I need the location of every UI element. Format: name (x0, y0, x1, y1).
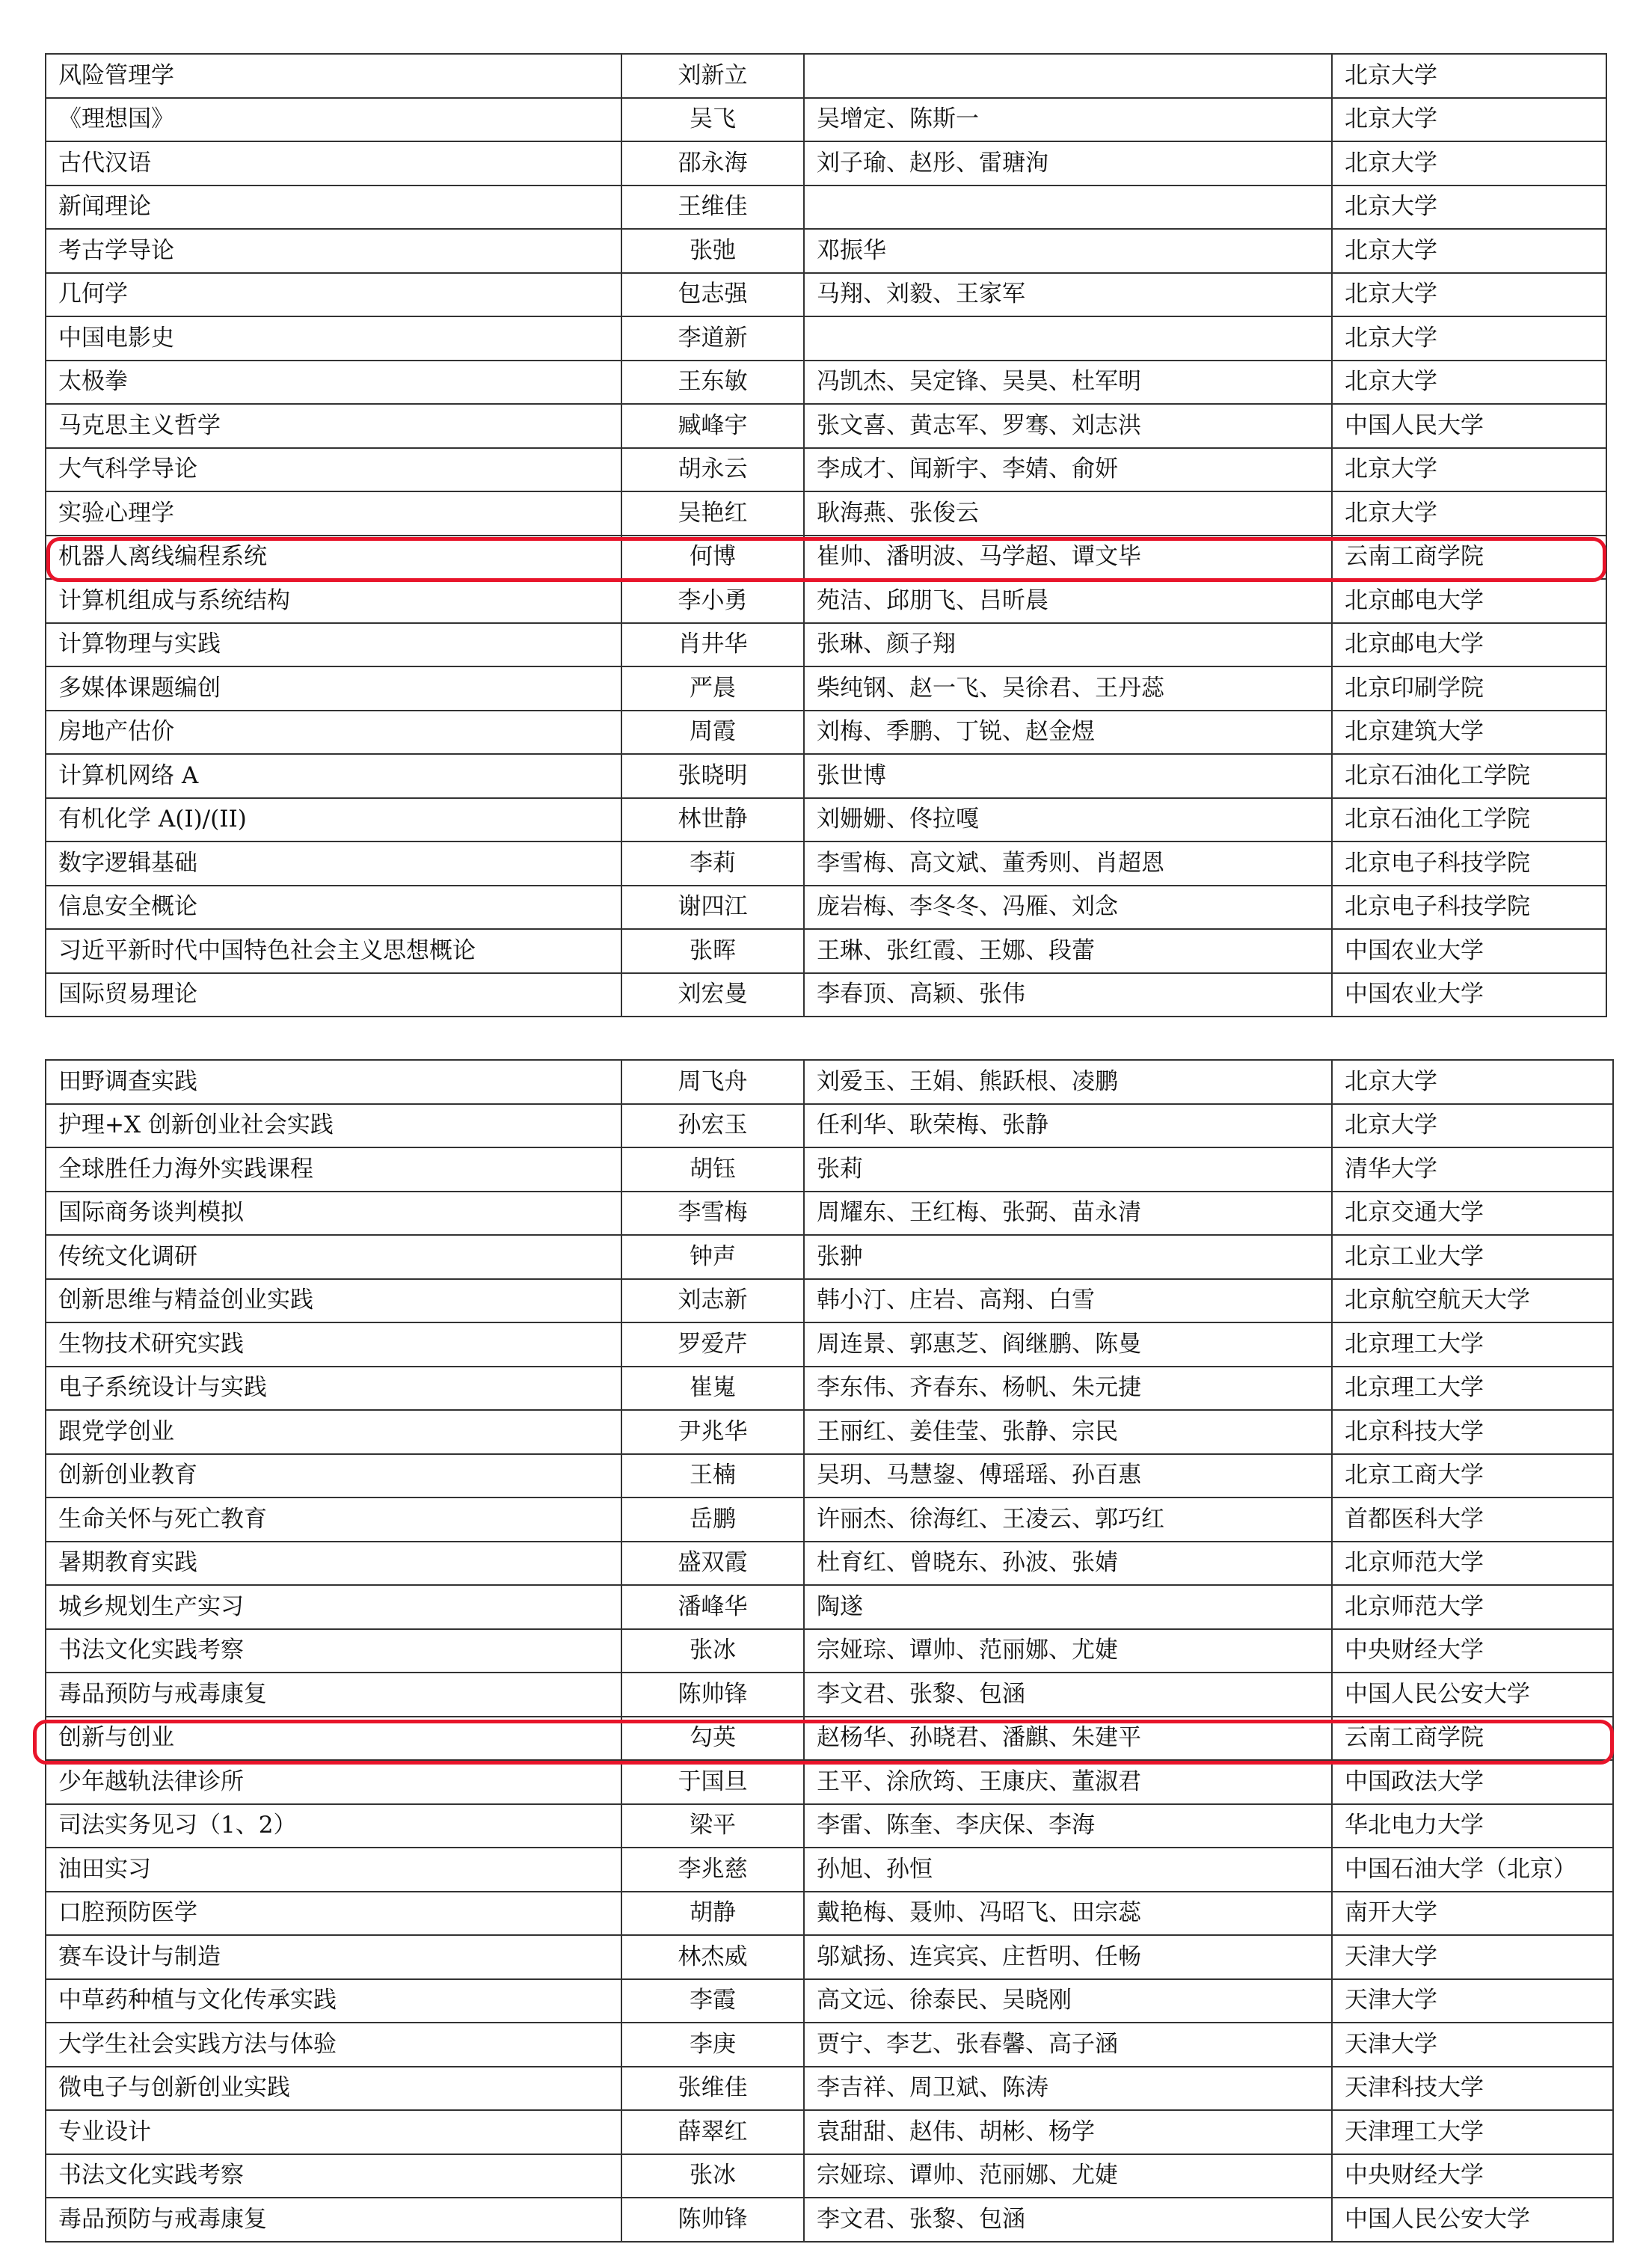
school-cell: 北京师范大学 (1332, 1585, 1613, 1629)
school-cell: 北京科技大学 (1332, 1410, 1613, 1454)
leader-cell: 张维佳 (621, 2067, 804, 2111)
table-row (46, 1104, 1613, 1148)
team-members-cell: 戴艳梅、聂帅、冯昭飞、田宗蕊 (804, 1892, 1332, 1936)
school-cell: 北京大学 (1332, 229, 1606, 273)
course-name-cell: 计算机组成与系统结构 (46, 579, 621, 623)
table-row (46, 666, 1606, 711)
course-name-cell: 大学生社会实践方法与体验 (46, 2023, 621, 2067)
leader-cell: 李兆慈 (621, 1848, 804, 1892)
school-cell: 清华大学 (1332, 1147, 1613, 1192)
school-cell: 北京航空航天大学 (1332, 1279, 1613, 1323)
course-name-cell: 口腔预防医学 (46, 1892, 621, 1936)
leader-cell: 李霞 (621, 1979, 804, 2023)
leader-cell: 薛翠红 (621, 2110, 804, 2154)
team-members-cell: 张文喜、黄志军、罗骞、刘志洪 (804, 404, 1332, 448)
table-row (46, 886, 1606, 930)
team-members-cell: 刘姗姗、佟拉嘎 (804, 798, 1332, 842)
school-cell: 北京大学 (1332, 316, 1606, 361)
table-row (46, 2067, 1613, 2111)
leader-cell: 谢四江 (621, 886, 804, 930)
course-name-cell: 大气科学导论 (46, 448, 621, 492)
school-cell: 北京大学 (1332, 186, 1606, 230)
school-cell: 北京大学 (1332, 98, 1606, 142)
school-cell: 北京电子科技学院 (1332, 842, 1606, 886)
leader-cell: 胡永云 (621, 448, 804, 492)
course-name-cell: 中草药种植与文化传承实践 (46, 1979, 621, 2023)
leader-cell: 吴飞 (621, 98, 804, 142)
course-name-cell: 新闻理论 (46, 186, 621, 230)
table-row (46, 1322, 1613, 1367)
course-name-cell: 创新创业教育 (46, 1454, 621, 1498)
school-cell: 北京理工大学 (1332, 1322, 1613, 1367)
team-members-cell: 刘子瑜、赵彤、雷瑭洵 (804, 141, 1332, 186)
leader-cell: 王楠 (621, 1454, 804, 1498)
team-members-cell: 柴纯钢、赵一飞、吴徐君、王丹蕊 (804, 666, 1332, 711)
leader-cell: 罗爱芹 (621, 1322, 804, 1367)
table-row (46, 448, 1606, 492)
table-row (46, 754, 1606, 798)
leader-cell: 张弛 (621, 229, 804, 273)
course-name-cell: 创新思维与精益创业实践 (46, 1279, 621, 1323)
table-row (46, 1235, 1613, 1279)
leader-cell: 尹兆华 (621, 1410, 804, 1454)
team-members-cell: 李成才、闻新宇、李婧、俞妍 (804, 448, 1332, 492)
school-cell: 中国农业大学 (1332, 929, 1606, 973)
school-cell: 天津大学 (1332, 1979, 1613, 2023)
course-name-cell: 古代汉语 (46, 141, 621, 186)
leader-cell: 刘志新 (621, 1279, 804, 1323)
school-cell: 天津大学 (1332, 2023, 1613, 2067)
leader-cell: 盛双霞 (621, 1542, 804, 1586)
school-cell: 中国人民公安大学 (1332, 2198, 1613, 2242)
course-name-cell: 数字逻辑基础 (46, 842, 621, 886)
table-row (46, 1629, 1613, 1673)
school-cell: 北京交通大学 (1332, 1192, 1613, 1236)
team-members-cell: 张世博 (804, 754, 1332, 798)
team-members-cell: 李雷、陈奎、李庆保、李海 (804, 1804, 1332, 1848)
course-name-cell: 司法实务见习（1、2） (46, 1804, 621, 1848)
team-members-cell: 宗娅琮、谭帅、范丽娜、尤婕 (804, 2154, 1332, 2198)
leader-cell: 邵永海 (621, 141, 804, 186)
course-name-cell: 国际商务谈判模拟 (46, 1192, 621, 1236)
table-row (46, 623, 1606, 667)
school-cell: 北京电子科技学院 (1332, 886, 1606, 930)
table-row (46, 798, 1606, 842)
table-row (46, 1892, 1613, 1936)
leader-cell: 李莉 (621, 842, 804, 886)
leader-cell: 张晓明 (621, 754, 804, 798)
school-cell: 云南工商学院 (1332, 536, 1606, 580)
course-table-1 (45, 53, 1607, 1017)
school-cell: 北京大学 (1332, 361, 1606, 405)
leader-cell: 臧峰宇 (621, 404, 804, 448)
course-name-cell: 创新与创业 (46, 1717, 621, 1761)
school-cell: 北京大学 (1332, 448, 1606, 492)
table-row (46, 1454, 1613, 1498)
team-members-cell: 袁甜甜、赵伟、胡彬、杨学 (804, 2110, 1332, 2154)
course-name-cell: 几何学 (46, 273, 621, 317)
school-cell: 首都医科大学 (1332, 1498, 1613, 1542)
leader-cell: 吴艳红 (621, 491, 804, 536)
course-name-cell: 毒品预防与戒毒康复 (46, 2198, 621, 2242)
team-members-cell: 李文君、张黎、包涵 (804, 1673, 1332, 1717)
table-row (46, 491, 1606, 536)
table-row (46, 1585, 1613, 1629)
course-name-cell: 有机化学 A(I)/(II) (46, 798, 621, 842)
table-row (46, 316, 1606, 361)
team-members-cell (804, 186, 1332, 230)
school-cell: 中国政法大学 (1332, 1760, 1613, 1804)
team-members-cell: 许丽杰、徐海红、王凌云、郭巧红 (804, 1498, 1332, 1542)
table-row (46, 2110, 1613, 2154)
school-cell: 北京石油化工学院 (1332, 754, 1606, 798)
table-row (46, 973, 1606, 1017)
table-row (46, 536, 1606, 580)
school-cell: 北京印刷学院 (1332, 666, 1606, 711)
team-members-cell: 张莉 (804, 1147, 1332, 1192)
team-members-cell: 赵杨华、孙晓君、潘麒、朱建平 (804, 1717, 1332, 1761)
leader-cell: 潘峰华 (621, 1585, 804, 1629)
school-cell: 北京大学 (1332, 273, 1606, 317)
team-members-cell: 李文君、张黎、包涵 (804, 2198, 1332, 2242)
team-members-cell: 刘爱玉、王娟、熊跃根、凌鹏 (804, 1060, 1332, 1104)
course-name-cell: 计算物理与实践 (46, 623, 621, 667)
team-members-cell: 宗娅琮、谭帅、范丽娜、尤婕 (804, 1629, 1332, 1673)
leader-cell: 肖井华 (621, 623, 804, 667)
table-row (46, 579, 1606, 623)
school-cell: 北京工业大学 (1332, 1235, 1613, 1279)
table-row (46, 1147, 1613, 1192)
team-members-cell: 任利华、耿荣梅、张静 (804, 1104, 1332, 1148)
course-name-cell: 毒品预防与戒毒康复 (46, 1673, 621, 1717)
table-row (46, 1192, 1613, 1236)
leader-cell: 梁平 (621, 1804, 804, 1848)
table-row (46, 2023, 1613, 2067)
team-members-cell: 庞岩梅、李冬冬、冯雁、刘念 (804, 886, 1332, 930)
course-name-cell: 传统文化调研 (46, 1235, 621, 1279)
leader-cell: 张冰 (621, 2154, 804, 2198)
team-members-cell: 马翔、刘毅、王家军 (804, 273, 1332, 317)
team-members-cell: 杜育红、曾晓东、孙波、张婧 (804, 1542, 1332, 1586)
course-name-cell: 生物技术研究实践 (46, 1322, 621, 1367)
team-members-cell: 王平、涂欣筠、王康庆、董淑君 (804, 1760, 1332, 1804)
leader-cell: 林世静 (621, 798, 804, 842)
school-cell: 北京师范大学 (1332, 1542, 1613, 1586)
team-members-cell: 陶遂 (804, 1585, 1332, 1629)
course-name-cell: 微电子与创新创业实践 (46, 2067, 621, 2111)
course-name-cell: 多媒体课题编创 (46, 666, 621, 711)
table-row (46, 842, 1606, 886)
team-members-cell: 王琳、张红霞、王娜、段蕾 (804, 929, 1332, 973)
school-cell: 中央财经大学 (1332, 2154, 1613, 2198)
course-name-cell: 城乡规划生产实习 (46, 1585, 621, 1629)
table-row (46, 1673, 1613, 1717)
leader-cell: 王东敏 (621, 361, 804, 405)
team-members-cell: 张琳、颜子翔 (804, 623, 1332, 667)
table-row (46, 1498, 1613, 1542)
leader-cell: 胡钰 (621, 1147, 804, 1192)
school-cell: 天津理工大学 (1332, 2110, 1613, 2154)
table-row (46, 2154, 1613, 2198)
course-name-cell: 生命关怀与死亡教育 (46, 1498, 621, 1542)
team-members-cell: 李雪梅、高文斌、董秀则、肖超恩 (804, 842, 1332, 886)
course-name-cell: 赛车设计与制造 (46, 1935, 621, 1979)
school-cell: 北京大学 (1332, 54, 1606, 98)
team-members-cell: 李春顶、高颖、张伟 (804, 973, 1332, 1017)
course-name-cell: 实验心理学 (46, 491, 621, 536)
leader-cell: 刘新立 (621, 54, 804, 98)
school-cell: 天津科技大学 (1332, 2067, 1613, 2111)
leader-cell: 崔嵬 (621, 1367, 804, 1411)
team-members-cell: 贾宁、李艺、张春馨、高子涵 (804, 2023, 1332, 2067)
course-name-cell: 田野调查实践 (46, 1060, 621, 1104)
table-row (46, 1717, 1613, 1761)
school-cell: 北京大学 (1332, 1060, 1613, 1104)
table-row (46, 1367, 1613, 1411)
leader-cell: 张冰 (621, 1629, 804, 1673)
table-row (46, 1542, 1613, 1586)
leader-cell: 严晨 (621, 666, 804, 711)
leader-cell: 周飞舟 (621, 1060, 804, 1104)
school-cell: 北京大学 (1332, 1104, 1613, 1148)
table-row (46, 54, 1606, 98)
course-name-cell: 跟党学创业 (46, 1410, 621, 1454)
team-members-cell: 韩小汀、庄岩、高翔、白雪 (804, 1279, 1332, 1323)
school-cell: 北京石油化工学院 (1332, 798, 1606, 842)
team-members-cell: 周连景、郭惠芝、阎继鹏、陈曼 (804, 1322, 1332, 1367)
table-row (46, 1848, 1613, 1892)
school-cell: 北京邮电大学 (1332, 579, 1606, 623)
team-members-cell (804, 316, 1332, 361)
table-row (46, 1979, 1613, 2023)
team-members-cell: 苑洁、邱朋飞、吕昕晨 (804, 579, 1332, 623)
team-members-cell: 吴玥、马慧鋆、傅瑶瑶、孙百惠 (804, 1454, 1332, 1498)
course-name-cell: 少年越轨法律诊所 (46, 1760, 621, 1804)
table-row (46, 141, 1606, 186)
school-cell: 中国人民公安大学 (1332, 1673, 1613, 1717)
table-row (46, 929, 1606, 973)
table-row (46, 1279, 1613, 1323)
leader-cell: 张晖 (621, 929, 804, 973)
table-row (46, 229, 1606, 273)
leader-cell: 钟声 (621, 1235, 804, 1279)
course-name-cell: 机器人离线编程系统 (46, 536, 621, 580)
team-members-cell: 邓振华 (804, 229, 1332, 273)
leader-cell: 胡静 (621, 1892, 804, 1936)
team-members-cell: 耿海燕、张俊云 (804, 491, 1332, 536)
table-row (46, 98, 1606, 142)
school-cell: 中国人民大学 (1332, 404, 1606, 448)
leader-cell: 王维佳 (621, 186, 804, 230)
table-row (46, 2198, 1613, 2242)
leader-cell: 勾英 (621, 1717, 804, 1761)
table-row (46, 361, 1606, 405)
table-row (46, 1060, 1613, 1104)
table-row (46, 404, 1606, 448)
school-cell: 北京建筑大学 (1332, 711, 1606, 755)
course-name-cell: 护理+X 创新创业社会实践 (46, 1104, 621, 1148)
team-members-cell: 冯凯杰、吴定锋、吴昊、杜军明 (804, 361, 1332, 405)
course-name-cell: 风险管理学 (46, 54, 621, 98)
school-cell: 中国农业大学 (1332, 973, 1606, 1017)
team-members-cell: 王丽红、姜佳莹、张静、宗民 (804, 1410, 1332, 1454)
table-row (46, 1804, 1613, 1848)
course-name-cell: 油田实习 (46, 1848, 621, 1892)
school-cell: 华北电力大学 (1332, 1804, 1613, 1848)
school-cell: 南开大学 (1332, 1892, 1613, 1936)
course-name-cell: 信息安全概论 (46, 886, 621, 930)
leader-cell: 岳鹏 (621, 1498, 804, 1542)
table-row (46, 273, 1606, 317)
course-name-cell: 习近平新时代中国特色社会主义思想概论 (46, 929, 621, 973)
course-name-cell: 书法文化实践考察 (46, 1629, 621, 1673)
table-row (46, 1935, 1613, 1979)
course-name-cell: 书法文化实践考察 (46, 2154, 621, 2198)
school-cell: 天津大学 (1332, 1935, 1613, 1979)
course-name-cell: 《理想国》 (46, 98, 621, 142)
leader-cell: 李庚 (621, 2023, 804, 2067)
school-cell: 北京大学 (1332, 141, 1606, 186)
course-name-cell: 考古学导论 (46, 229, 621, 273)
leader-cell: 李雪梅 (621, 1192, 804, 1236)
school-cell: 北京邮电大学 (1332, 623, 1606, 667)
course-table-2-body (46, 1060, 1613, 2242)
school-cell: 中央财经大学 (1332, 1629, 1613, 1673)
team-members-cell: 邬斌扬、连宾宾、庄哲明、任畅 (804, 1935, 1332, 1979)
school-cell: 北京理工大学 (1332, 1367, 1613, 1411)
leader-cell: 陈帅锋 (621, 1673, 804, 1717)
team-members-cell: 李东伟、齐春东、杨帆、朱元捷 (804, 1367, 1332, 1411)
school-cell: 云南工商学院 (1332, 1717, 1613, 1761)
team-members-cell: 周耀东、王红梅、张弼、苗永清 (804, 1192, 1332, 1236)
leader-cell: 李道新 (621, 316, 804, 361)
course-name-cell: 全球胜任力海外实践课程 (46, 1147, 621, 1192)
team-members-cell: 吴增定、陈斯一 (804, 98, 1332, 142)
course-table-1-body (46, 54, 1606, 1017)
leader-cell: 何博 (621, 536, 804, 580)
leader-cell: 于国旦 (621, 1760, 804, 1804)
school-cell: 北京大学 (1332, 491, 1606, 536)
team-members-cell: 崔帅、潘明波、马学超、谭文毕 (804, 536, 1332, 580)
team-members-cell: 李吉祥、周卫斌、陈涛 (804, 2067, 1332, 2111)
leader-cell: 刘宏曼 (621, 973, 804, 1017)
table-row (46, 1410, 1613, 1454)
team-members-cell: 刘梅、季鹏、丁锐、赵金煜 (804, 711, 1332, 755)
leader-cell: 孙宏玉 (621, 1104, 804, 1148)
table-row (46, 1760, 1613, 1804)
team-members-cell: 张翀 (804, 1235, 1332, 1279)
table-row (46, 711, 1606, 755)
leader-cell: 林杰威 (621, 1935, 804, 1979)
team-members-cell: 高文远、徐泰民、吴晓刚 (804, 1979, 1332, 2023)
school-cell: 中国石油大学（北京） (1332, 1848, 1613, 1892)
team-members-cell: 孙旭、孙恒 (804, 1848, 1332, 1892)
team-members-cell (804, 54, 1332, 98)
course-name-cell: 专业设计 (46, 2110, 621, 2154)
course-name-cell: 国际贸易理论 (46, 973, 621, 1017)
course-name-cell: 计算机网络 A (46, 754, 621, 798)
course-name-cell: 暑期教育实践 (46, 1542, 621, 1586)
leader-cell: 陈帅锋 (621, 2198, 804, 2242)
course-name-cell: 马克思主义哲学 (46, 404, 621, 448)
table-row (46, 186, 1606, 230)
leader-cell: 包志强 (621, 273, 804, 317)
course-name-cell: 太极拳 (46, 361, 621, 405)
course-name-cell: 电子系统设计与实践 (46, 1367, 621, 1411)
leader-cell: 李小勇 (621, 579, 804, 623)
leader-cell: 周霞 (621, 711, 804, 755)
course-name-cell: 房地产估价 (46, 711, 621, 755)
course-table-2 (45, 1059, 1614, 2243)
course-name-cell: 中国电影史 (46, 316, 621, 361)
school-cell: 北京工商大学 (1332, 1454, 1613, 1498)
